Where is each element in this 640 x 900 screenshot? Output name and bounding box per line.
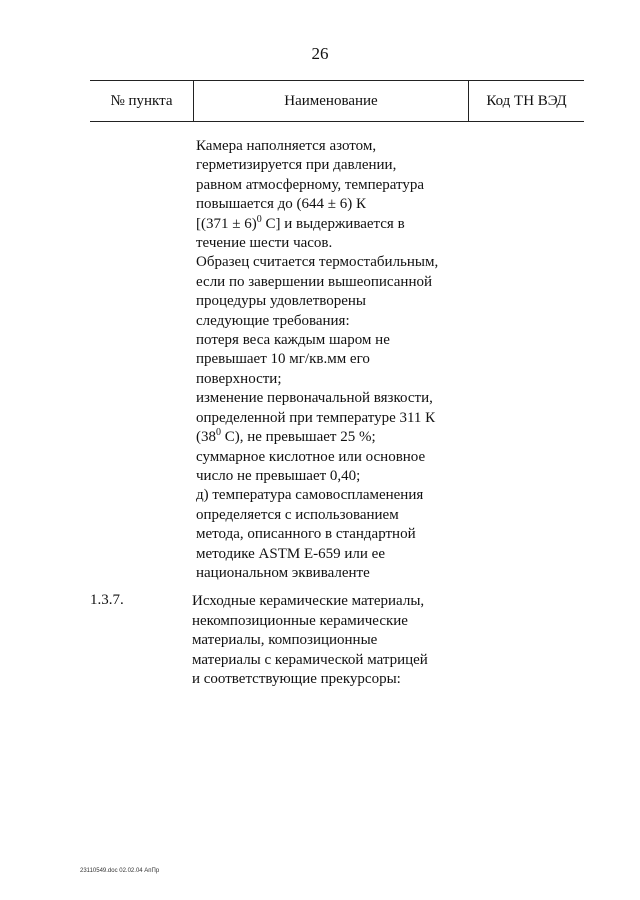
text-line: материалы с керамической матрицей (192, 651, 428, 668)
text-line: д) температура самовоспламенения (196, 487, 424, 504)
text-line: Камера наполняется азотом, (196, 138, 377, 154)
text-line: равном атмосферному, температура (196, 176, 425, 193)
text-line: герметизируется при давлении, (196, 157, 397, 174)
degree-superscript: 0 (256, 213, 262, 225)
table-header (90, 80, 584, 122)
text-line: Исходные керамические материалы, (192, 593, 425, 609)
text-line: материалы, композиционные (192, 632, 378, 649)
description-text (196, 137, 486, 583)
text-line: национальном эквиваленте (196, 564, 370, 581)
text-line: потеря веса каждым шаром не (196, 332, 390, 349)
text-line: процедуры удовлетворены (196, 293, 366, 310)
text-line: повышается до (644 ± 6) К (196, 196, 366, 213)
text-line: течение шести часов. (196, 235, 333, 252)
text-fragment: [(371 ± 6) (196, 215, 257, 232)
column-header-name: Наименование (193, 81, 469, 121)
text-line: определяется с использованием (196, 506, 399, 523)
text-line: определенной при температуре 311 К (196, 409, 436, 426)
text-line: превышает 10 мг/кв.мм его (196, 351, 370, 368)
footer-file-note: 23110549.doc 02.02.04 АпПр (80, 868, 160, 874)
column-header-code: Код ТН ВЭД (486, 93, 567, 109)
column-header-item-number: № пункта (110, 93, 173, 109)
text-fragment: (38 (196, 429, 216, 446)
text-line: если по завершении вышеописанной (196, 273, 433, 290)
text-line (196, 428, 486, 447)
text-line: число не превышает 0,40; (196, 467, 361, 484)
text-line: и соответствующие прекурсоры: (192, 671, 401, 688)
text-line (196, 215, 486, 234)
text-line: методике ASTM E-659 или ее (196, 545, 385, 562)
text-line: суммарное кислотное или основное (196, 448, 426, 465)
text-line: изменение первоначальной вязкости, (196, 390, 433, 407)
text-fragment: С), не превышает 25 %; (221, 429, 376, 446)
degree-superscript: 0 (216, 427, 221, 439)
item-description (192, 592, 482, 690)
text-line: поверхности; (196, 370, 282, 387)
text-line: следующие требования: (196, 312, 350, 329)
text-line: метода, описанного в стандартной (196, 526, 416, 543)
page-number: 26 (311, 44, 329, 63)
text-line: некомпозиционные керамические (192, 612, 408, 629)
text-line: Образец считается термостабильным, (196, 254, 439, 271)
item-number: 1.3.7. (90, 592, 124, 608)
text-fragment: С] и выдерживается в (261, 215, 405, 232)
